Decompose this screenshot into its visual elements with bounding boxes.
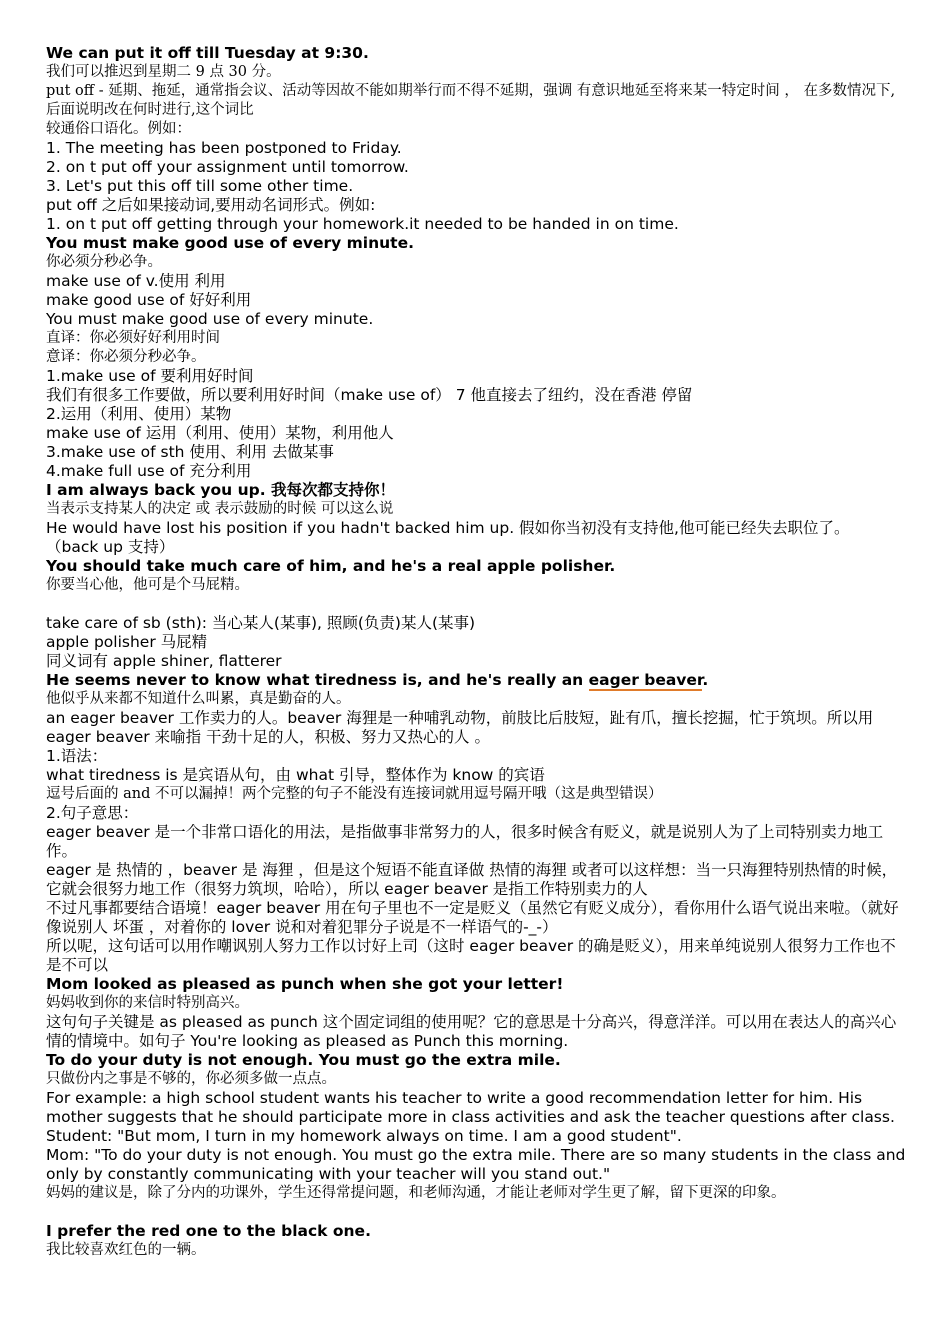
blank-line [46, 595, 910, 614]
text-line: 2. on t put off your assignment until tomorrow. [46, 158, 409, 176]
text-line: make use of 运用（利用、使用）某物，利用他人 [46, 424, 394, 442]
text-line: 较通俗口语化。例如： [46, 121, 191, 137]
document-body [46, 44, 910, 1260]
text-line: take care of sb (sth): 当心某人(某事), 照顾(负责)某人(某事) [46, 614, 476, 632]
underlined-phrase: eager beaver [588, 671, 703, 689]
text-line: 3. Let's put this off till some other time. [46, 177, 354, 195]
text-line: 我们有很多工作要做，所以要利用好时间（make use of） 7 他直接去了纽约，没在香港 停留 [46, 386, 693, 404]
text-line: put off - 延期、拖延，通常指会议、活动等因故不能如期举行而不得不延期，强调 有意识地延至将来某一特定时间 ， 在多数情况下, 后面说明改在何时进行,这个词比 [46, 83, 896, 118]
heading-sentence: Mom looked as pleased as punch when she got your letter! [46, 975, 564, 993]
heading-sentence: To do your duty is not enough. You must go the extra mile. [46, 1051, 561, 1069]
text-line: 他似乎从来都不知道什么叫累，真是勤奋的人。 [46, 691, 351, 707]
text-line: 3.make use of sth 使用、利用 去做某事 [46, 443, 334, 461]
text-line: 你必须分秒必争。 [46, 254, 162, 270]
text-line: 不过凡事都要结合语境！eager beaver 用在句子里也不一定是贬义（虽然它有贬义成分），看你用什么语气说出来啦。（就好像说别人 坏蛋 ，对着你的 lover 说和对着犯罪分子说是不一样语气的-_-） [46, 899, 899, 936]
text-line: You must make good use of every minute. [46, 310, 374, 328]
text-line: Student: "But mom, I turn in my homework always on time. I am a good student". [46, 1127, 682, 1145]
heading-sentence: You should take much care of him, and he's a real apple polisher. [46, 557, 616, 575]
text-line: apple polisher 马屁精 [46, 633, 208, 651]
text-line: 1. The meeting has been postponed to Friday. [46, 139, 402, 157]
text-line: 2.运用（利用、使用）某物 [46, 405, 232, 423]
heading-sentence: You must make good use of every minute. [46, 234, 414, 252]
text-line: make use of v.使用 利用 [46, 272, 226, 290]
heading-sentence: I am always back you up. 我每次都支持你！ [46, 481, 396, 499]
blank-line [46, 1203, 910, 1222]
text-line: 你要当心他，他可是个马屁精。 [46, 577, 249, 593]
text-line: 这句句子关键是 as pleased as punch 这个固定词组的使用呢？它的意思是十分高兴，得意洋洋。可以用在表达人的高兴心情的情境中。如句子 You're looking as pleased as Punch this morning. [46, 1013, 897, 1050]
text-line: 妈妈的建议是，除了分内的功课外，学生还得常提问题，和老师沟通，才能让老师对学生更了解，留下更深的印象。 [46, 1185, 786, 1201]
text-line: eager beaver 是一个非常口语化的用法，是指做事非常努力的人，很多时候含有贬义，就是说别人为了上司特别卖力地工作。 [46, 823, 884, 860]
text-line: 逗号后面的 and 不可以漏掉！两个完整的句子不能没有连接词就用逗号隔开哦（这是典型错误） [46, 786, 663, 802]
heading-sentence: We can put it off till Tuesday at 9:30. [46, 44, 369, 62]
text-line: 4.make full use of 充分利用 [46, 462, 252, 480]
text-line: 只做份内之事是不够的，你必须多做一点点。 [46, 1071, 336, 1087]
text-line: eager 是 热情的 ，beaver 是 海狸 ，但是这个短语不能直译做 热情的海狸 或者可以这样想：当一只海狸特别热情的时候，它就会很努力地工作（很努力筑坝，哈哈），所以 eager beaver 是指工作特别卖力的人 [46, 861, 898, 898]
text-line: 同义词有 apple shiner, flatterer [46, 652, 282, 670]
text-line: 1.语法： [46, 747, 108, 765]
text-line: For example: a high school student wants his teacher to write a good recommendation letter for him. His mother suggests that he should participate more in class activities and ask the teacher questions after class. [46, 1089, 895, 1126]
text-line: （back up 支持） [46, 538, 175, 556]
text-line: an eager beaver 工作卖力的人。beaver 海狸是一种哺乳动物，前肢比后肢短，趾有爪，擅长挖掘，忙于筑坝。所以用 eager beaver 来喻指 干劲十足的人，积极、努力又热心的人 。 [46, 709, 874, 746]
text-line: He would have lost his position if you hadn't backed him up. 假如你当初没有支持他,他可能已经失去职位了。 [46, 519, 850, 537]
heading-sentence: I prefer the red one to the black one. [46, 1222, 371, 1240]
text-run: . [702, 671, 709, 689]
text-run: He seems never to know what tiredness is, and he's really an [46, 671, 589, 689]
text-line: 妈妈收到你的来信时特别高兴。 [46, 995, 249, 1011]
text-line: make good use of 好好利用 [46, 291, 252, 309]
text-line: 2.句子意思： [46, 804, 139, 822]
text-line: 当表示支持某人的决定 或 表示鼓励的时候 可以这么说 [46, 501, 394, 517]
text-line: 我们可以推迟到星期二 9 点 30 分。 [46, 64, 281, 80]
text-line: put off 之后如果接动词,要用动名词形式。例如: [46, 196, 376, 214]
text-line: 1.make use of 要利用好时间 [46, 367, 254, 385]
text-line: 1. on t put off getting through your homework.it needed to be handed in on time. [46, 215, 679, 233]
text-line: 直译：你必须好好利用时间 [46, 330, 220, 346]
heading-sentence [46, 671, 910, 690]
text-line: 我比较喜欢红色的一辆。 [46, 1242, 206, 1258]
text-line: 所以呢，这句话可以用作嘲讽别人努力工作以讨好上司（这时 eager beaver 的确是贬义），用来单纯说别人很努力工作也不是不可以 [46, 937, 896, 974]
text-line: 意译：你必须分秒必争。 [46, 349, 206, 365]
text-line: what tiredness is 是宾语从句，由 what 引导，整体作为 know 的宾语 [46, 766, 545, 784]
text-line: Mom: "To do your duty is not enough. You must go the extra mile. There are so many students in the class and only by constantly communicating with your teacher will you stand out." [46, 1146, 906, 1183]
